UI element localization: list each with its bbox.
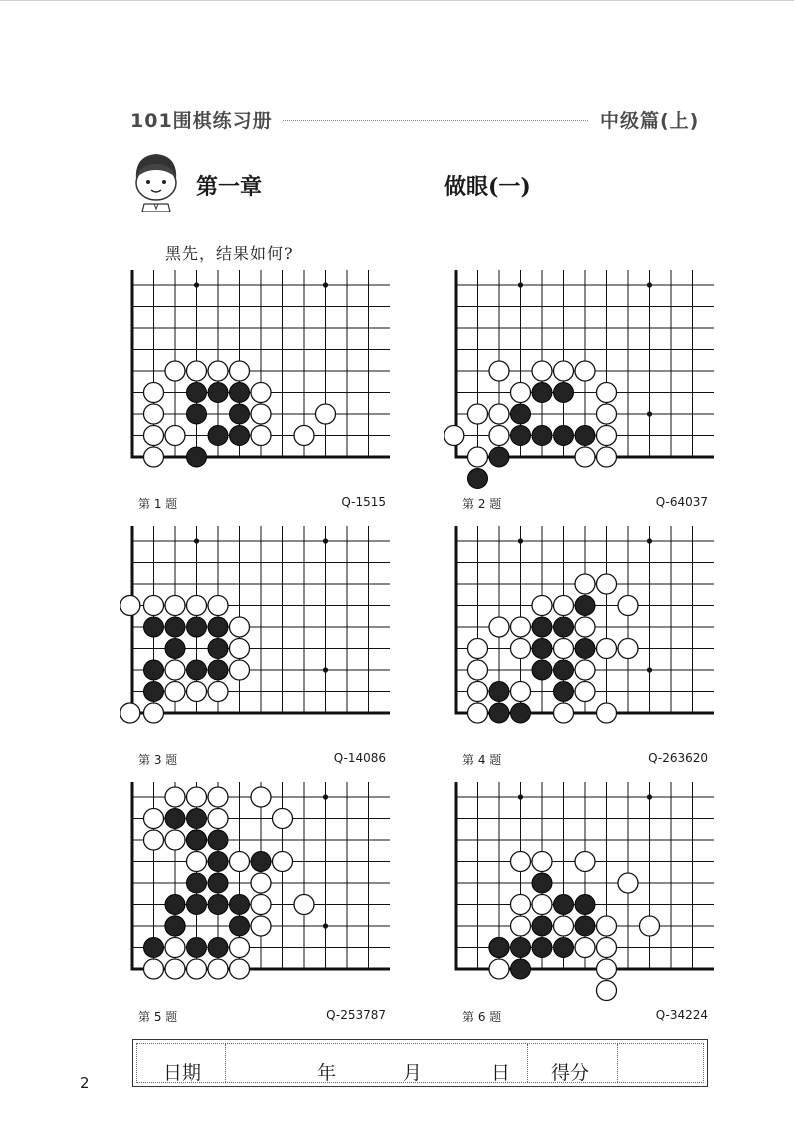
divider <box>527 1044 528 1082</box>
star-point <box>323 282 328 287</box>
black-stone <box>208 639 228 659</box>
title-leader-dots <box>283 120 588 121</box>
star-point <box>323 538 328 543</box>
problem-5-label: 第 5 题 <box>138 1010 178 1024</box>
white-stone <box>208 959 228 979</box>
day-label: 日 <box>491 1062 511 1084</box>
white-stone <box>144 809 164 829</box>
divider <box>225 1044 226 1082</box>
white-stone <box>165 660 185 680</box>
white-stone <box>444 426 464 446</box>
white-stone <box>597 938 617 958</box>
white-stone <box>618 873 638 893</box>
black-stone <box>489 703 509 723</box>
black-stone <box>511 703 531 723</box>
white-stone <box>144 447 164 467</box>
white-stone <box>618 596 638 616</box>
black-stone <box>165 617 185 637</box>
white-stone <box>532 852 552 872</box>
black-stone <box>187 447 207 467</box>
problem-3-board <box>120 526 390 746</box>
white-stone <box>208 787 228 807</box>
star-point <box>518 538 523 543</box>
white-stone <box>251 383 271 403</box>
black-stone <box>208 383 228 403</box>
white-stone <box>144 383 164 403</box>
white-stone <box>208 809 228 829</box>
white-stone <box>187 361 207 381</box>
white-stone <box>597 959 617 979</box>
black-stone <box>165 895 185 915</box>
instruction-text: 黑先，结果如何? <box>165 244 294 263</box>
chapter-topic: 做眼(一) <box>444 174 531 200</box>
white-stone <box>165 682 185 702</box>
star-point <box>518 282 523 287</box>
white-stone <box>489 404 509 424</box>
black-stone <box>575 426 595 446</box>
white-stone <box>597 916 617 936</box>
problem-2-board <box>444 270 714 490</box>
star-point <box>323 923 328 928</box>
white-stone <box>597 981 617 1001</box>
black-stone <box>532 383 552 403</box>
black-stone <box>187 383 207 403</box>
white-stone <box>251 916 271 936</box>
white-stone <box>294 895 314 915</box>
white-stone <box>575 617 595 637</box>
white-stone <box>187 596 207 616</box>
black-stone <box>532 639 552 659</box>
white-stone <box>468 682 488 702</box>
problem-4-code: Q-263620 <box>648 751 708 765</box>
black-stone <box>230 916 250 936</box>
white-stone <box>640 916 660 936</box>
black-stone <box>208 852 228 872</box>
white-stone <box>120 596 140 616</box>
white-stone <box>120 703 140 723</box>
black-stone <box>208 873 228 893</box>
black-stone <box>187 895 207 915</box>
black-stone <box>575 916 595 936</box>
problem-6-board <box>444 782 714 1002</box>
white-stone <box>511 895 531 915</box>
white-stone <box>554 916 574 936</box>
white-stone <box>554 361 574 381</box>
white-stone <box>230 852 250 872</box>
white-stone <box>251 895 271 915</box>
black-stone <box>230 383 250 403</box>
white-stone <box>230 660 250 680</box>
black-stone <box>187 660 207 680</box>
problem-5-code: Q-253787 <box>326 1008 386 1022</box>
white-stone <box>144 596 164 616</box>
white-stone <box>511 852 531 872</box>
star-point <box>323 794 328 799</box>
black-stone <box>554 682 574 702</box>
black-stone <box>511 404 531 424</box>
white-stone <box>618 639 638 659</box>
problem-3-label: 第 3 题 <box>138 753 178 767</box>
black-stone <box>208 617 228 637</box>
white-stone <box>144 959 164 979</box>
black-stone <box>230 895 250 915</box>
white-stone <box>251 873 271 893</box>
white-stone <box>597 574 617 594</box>
black-stone <box>165 916 185 936</box>
white-stone <box>532 895 552 915</box>
star-point <box>323 667 328 672</box>
white-stone <box>511 383 531 403</box>
white-stone <box>208 361 228 381</box>
white-stone <box>144 703 164 723</box>
star-point <box>647 667 652 672</box>
white-stone <box>273 852 293 872</box>
black-stone <box>165 809 185 829</box>
black-stone <box>489 682 509 702</box>
white-stone <box>165 596 185 616</box>
black-stone <box>554 383 574 403</box>
white-stone <box>468 404 488 424</box>
black-stone <box>187 938 207 958</box>
white-stone <box>208 596 228 616</box>
black-stone <box>187 873 207 893</box>
score-record-box <box>132 1039 708 1087</box>
white-stone <box>316 404 336 424</box>
white-stone <box>597 404 617 424</box>
white-stone <box>230 617 250 637</box>
chapter-label: 第一章 <box>196 174 263 200</box>
white-stone <box>187 682 207 702</box>
black-stone <box>187 830 207 850</box>
white-stone <box>554 596 574 616</box>
white-stone <box>468 639 488 659</box>
white-stone <box>597 703 617 723</box>
top-rule <box>0 0 794 1</box>
month-label: 月 <box>403 1062 423 1084</box>
problem-2-label: 第 2 题 <box>462 497 502 511</box>
black-stone <box>208 660 228 680</box>
white-stone <box>187 852 207 872</box>
level-label: 中级篇(上) <box>600 110 700 132</box>
black-stone <box>144 617 164 637</box>
black-stone <box>165 639 185 659</box>
white-stone <box>511 916 531 936</box>
white-stone <box>165 787 185 807</box>
white-stone <box>144 404 164 424</box>
white-stone <box>489 959 509 979</box>
white-stone <box>597 447 617 467</box>
white-stone <box>489 361 509 381</box>
black-stone <box>144 660 164 680</box>
black-stone <box>532 873 552 893</box>
white-stone <box>294 426 314 446</box>
white-stone <box>575 938 595 958</box>
black-stone <box>532 916 552 936</box>
white-stone <box>554 703 574 723</box>
star-point <box>647 538 652 543</box>
white-stone <box>251 787 271 807</box>
black-stone <box>554 895 574 915</box>
black-stone <box>511 426 531 446</box>
white-stone <box>165 426 185 446</box>
white-stone <box>575 660 595 680</box>
black-stone <box>532 426 552 446</box>
white-stone <box>187 787 207 807</box>
white-stone <box>230 361 250 381</box>
score-label: 得分 <box>551 1062 590 1084</box>
white-stone <box>165 830 185 850</box>
white-stone <box>187 959 207 979</box>
white-stone <box>575 447 595 467</box>
black-stone <box>144 938 164 958</box>
white-stone <box>511 617 531 637</box>
white-stone <box>597 639 617 659</box>
star-point <box>194 282 199 287</box>
black-stone <box>575 596 595 616</box>
white-stone <box>208 682 228 702</box>
white-stone <box>468 660 488 680</box>
black-stone <box>532 617 552 637</box>
black-stone <box>187 617 207 637</box>
problem-2-code: Q-64037 <box>655 495 708 509</box>
problem-4-label: 第 4 题 <box>462 753 502 767</box>
white-stone <box>230 938 250 958</box>
white-stone <box>165 959 185 979</box>
black-stone <box>554 617 574 637</box>
black-stone <box>532 660 552 680</box>
black-stone <box>208 426 228 446</box>
black-stone <box>511 938 531 958</box>
black-stone <box>208 830 228 850</box>
star-point <box>647 282 652 287</box>
date-label: 日期 <box>163 1062 202 1084</box>
white-stone <box>511 682 531 702</box>
star-point <box>518 794 523 799</box>
white-stone <box>597 426 617 446</box>
white-stone <box>575 574 595 594</box>
black-stone <box>554 426 574 446</box>
white-stone <box>489 617 509 637</box>
white-stone <box>144 830 164 850</box>
black-stone <box>554 660 574 680</box>
problem-1-board <box>120 270 390 490</box>
black-stone <box>575 639 595 659</box>
mascot-boy-icon <box>130 150 182 212</box>
black-stone <box>187 404 207 424</box>
star-point <box>647 794 652 799</box>
white-stone <box>468 703 488 723</box>
divider <box>617 1044 618 1082</box>
white-stone <box>575 852 595 872</box>
black-stone <box>251 852 271 872</box>
black-stone <box>208 895 228 915</box>
problem-5-board <box>120 782 390 1002</box>
white-stone <box>165 938 185 958</box>
problem-6-label: 第 6 题 <box>462 1010 502 1024</box>
black-stone <box>554 938 574 958</box>
star-point <box>194 538 199 543</box>
white-stone <box>468 447 488 467</box>
black-stone <box>187 809 207 829</box>
white-stone <box>251 404 271 424</box>
white-stone <box>575 682 595 702</box>
white-stone <box>489 426 509 446</box>
black-stone <box>144 682 164 702</box>
black-stone <box>489 938 509 958</box>
black-stone <box>575 895 595 915</box>
white-stone <box>230 959 250 979</box>
page-number: 2 <box>80 1074 90 1092</box>
white-stone <box>532 596 552 616</box>
white-stone <box>554 639 574 659</box>
black-stone <box>208 938 228 958</box>
score-record-inner <box>136 1043 704 1083</box>
black-stone <box>511 959 531 979</box>
white-stone <box>144 426 164 446</box>
black-stone <box>230 426 250 446</box>
white-stone <box>532 361 552 381</box>
black-stone <box>230 404 250 424</box>
black-stone <box>489 447 509 467</box>
star-point <box>647 411 652 416</box>
white-stone <box>273 809 293 829</box>
problem-6-code: Q-34224 <box>655 1008 708 1022</box>
book-title: 101围棋练习册 <box>130 110 273 132</box>
problem-3-code: Q-14086 <box>333 751 386 765</box>
problem-1-label: 第 1 题 <box>138 497 178 511</box>
white-stone <box>511 639 531 659</box>
white-stone <box>230 639 250 659</box>
year-label: 年 <box>317 1062 337 1084</box>
white-stone <box>165 361 185 381</box>
white-stone <box>575 361 595 381</box>
black-stone <box>532 938 552 958</box>
white-stone <box>251 426 271 446</box>
black-stone <box>468 469 488 489</box>
problem-1-code: Q-1515 <box>341 495 386 509</box>
white-stone <box>597 383 617 403</box>
problem-4-board <box>444 526 714 746</box>
